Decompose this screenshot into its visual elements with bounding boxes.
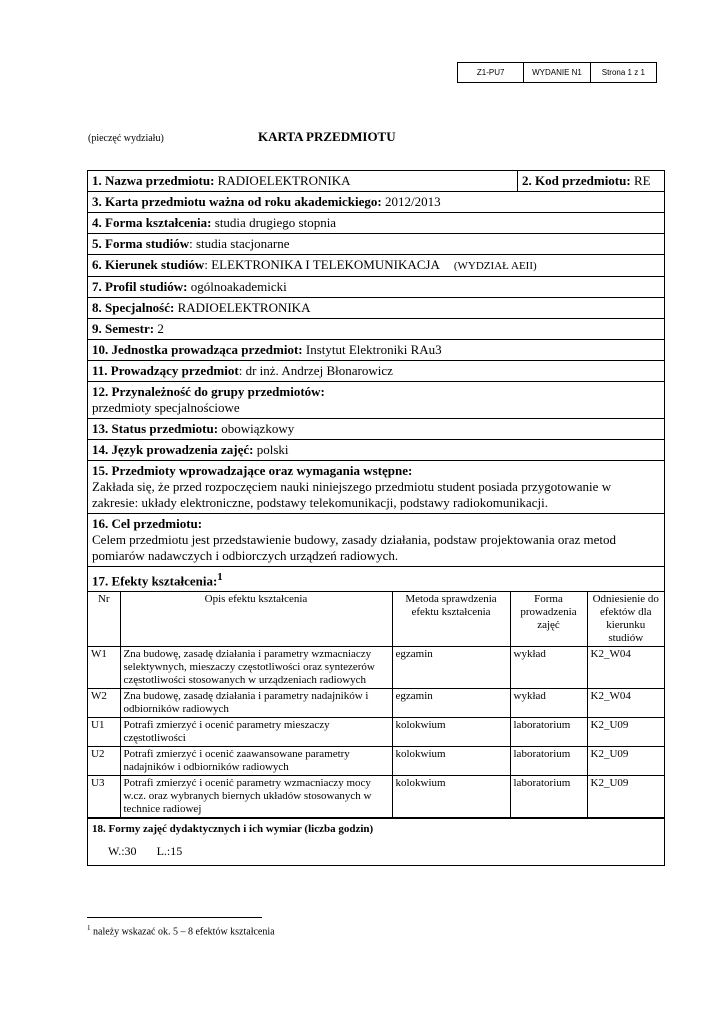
lecture-hours: W.:30 <box>108 844 137 859</box>
col-header: Nr <box>88 592 120 647</box>
document-header-box <box>457 62 657 83</box>
field-value: studia drugiego stopnia <box>211 215 337 230</box>
row-effects-heading <box>88 567 664 592</box>
field-value: Zakłada się, że przed rozpoczęciem nauki niniejszego przedmiotu student posiada przygotowanie w zakresie: układy elektroniczne, podstawy telekomunikacji, podstawy radiokomunikacji. <box>92 479 612 510</box>
row-unit <box>88 340 664 361</box>
field-label: 5. Forma studiów <box>92 236 190 251</box>
table-row <box>88 689 664 718</box>
effect-description: Potrafi zmierzyć i ocenić zaawansowane parametry nadajników i odbiorników radiowych <box>120 747 392 776</box>
row-prerequisites <box>88 461 664 514</box>
field-label: 16. Cel przedmiotu: <box>92 516 203 531</box>
field-label: 13. Status przedmiotu: <box>92 421 219 436</box>
effect-reference: K2_U09 <box>587 718 664 747</box>
effect-reference: K2_W04 <box>587 647 664 689</box>
effect-method: kolokwium <box>392 776 510 818</box>
table-row <box>88 718 664 747</box>
effect-id: U2 <box>88 747 120 776</box>
effect-method: egzamin <box>392 647 510 689</box>
field-value: ogólnoakademicki <box>187 279 287 294</box>
effect-description: Zna budowę, zasadę działania i parametry nadajników i odbiorników radiowych <box>120 689 392 718</box>
row-objective <box>88 514 664 567</box>
faculty-stamp-label: (pieczęć wydziału) <box>88 133 164 144</box>
effect-method: kolokwium <box>392 747 510 776</box>
field-label: 2. Kod przedmiotu: <box>522 173 631 188</box>
footnote-mark: 1 <box>87 924 91 932</box>
row-semester <box>88 319 664 340</box>
effects-table <box>88 592 664 818</box>
doc-page: Strona 1 z 1 <box>601 68 645 77</box>
field-label: 3. Karta przedmiotu ważna od roku akademickiego: <box>92 194 382 209</box>
row-valid-year <box>88 192 664 213</box>
row-education-form <box>88 213 664 234</box>
field-value: 2012/2013 <box>381 194 441 209</box>
field-label: 11. Prowadzący przedmiot <box>92 363 239 378</box>
table-row <box>88 776 664 818</box>
field-label: 18. Formy zajęć dydaktycznych i ich wymiar (liczba godzin) <box>92 823 374 836</box>
row-field-of-study <box>88 255 664 277</box>
doc-edition: WYDANIE N1 <box>524 63 590 82</box>
field-value: Instytut Elektroniki RAu3 <box>302 342 442 357</box>
row-name-code <box>88 171 664 192</box>
field-label: 6. Kierunek studiów <box>92 257 205 272</box>
field-value: RE <box>630 173 651 188</box>
field-label: 12. Przynależność do grupy przedmiotów: <box>92 384 325 399</box>
effect-form: wykład <box>510 689 587 718</box>
effect-reference: K2_W04 <box>587 689 664 718</box>
table-row <box>88 747 664 776</box>
row-profile <box>88 277 664 298</box>
effects-table-wrap <box>88 592 664 819</box>
field-value: obowiązkowy <box>218 421 295 436</box>
effect-form: wykład <box>510 647 587 689</box>
effect-reference: K2_U09 <box>587 747 664 776</box>
field-label: 15. Przedmioty wprowadzające oraz wymagania wstępne: <box>92 463 413 478</box>
footnote-separator <box>87 917 262 918</box>
effect-method: kolokwium <box>392 718 510 747</box>
col-header: Odniesienie do efektów dla kierunku studiów <box>587 592 664 647</box>
footnote-text: należy wskazać ok. 5 – 8 efektów kształcenia <box>90 926 275 938</box>
field-label: 1. Nazwa przedmiotu: <box>92 173 215 188</box>
field-value: przedmioty specjalnościowe <box>92 400 240 415</box>
effect-reference: K2_U09 <box>587 776 664 818</box>
row-study-form <box>88 234 664 255</box>
effect-id: W1 <box>88 647 120 689</box>
field-value: polski <box>253 442 289 457</box>
field-label: 8. Specjalność: <box>92 300 175 315</box>
effect-method: egzamin <box>392 689 510 718</box>
course-card-form <box>87 170 665 866</box>
effect-form: laboratorium <box>510 718 587 747</box>
field-label: 10. Jednostka prowadząca przedmiot: <box>92 342 303 357</box>
effects-header-row <box>88 592 664 647</box>
field-label: 9. Semestr: <box>92 321 155 336</box>
field-value: Celem przedmiotu jest przedstawienie budowy, zasady działania, podstaw projektowania oraz metod pomiarów nadawczych i odbiorczych urządzeń radiowych. <box>92 532 617 563</box>
row-language <box>88 440 664 461</box>
table-row <box>88 647 664 689</box>
row-class-forms <box>88 819 664 865</box>
col-header: Opis efektu kształcenia <box>120 592 392 647</box>
effect-id: U3 <box>88 776 120 818</box>
page-title: KARTA PRZEDMIOTU <box>258 129 396 144</box>
field-value: : dr inż. Andrzej Błonarowicz <box>238 363 393 378</box>
effect-form: laboratorium <box>510 776 587 818</box>
lab-hours: L.:15 <box>156 844 183 859</box>
field-value: : ELEKTRONIKA I TELEKOMUNIKACJA <box>204 257 440 272</box>
doc-code: Z1-PU7 <box>458 63 524 82</box>
field-value: RADIOELEKTRONIKA <box>174 300 311 315</box>
effect-description: Potrafi zmierzyć i ocenić parametry mieszaczy częstotliwości <box>120 718 392 747</box>
faculty-note: (WYDZIAŁ AEII) <box>453 260 537 272</box>
field-label: 7. Profil studiów: <box>92 279 188 294</box>
col-header: Forma prowadzenia zajęć <box>510 592 587 647</box>
row-specialty <box>88 298 664 319</box>
row-subject-group <box>88 382 664 419</box>
field-label: 17. Efekty kształcenia: <box>92 573 218 589</box>
footnote <box>87 924 275 937</box>
effect-description: Potrafi zmierzyć i ocenić parametry wzmacniaczy mocy w.cz. oraz wybranych biernych układów stosowanych w technice radiowej <box>120 776 392 818</box>
field-label: 4. Forma kształcenia: <box>92 215 212 230</box>
col-header: Metoda sprawdzenia efektu kształcenia <box>392 592 510 647</box>
effect-id: U1 <box>88 718 120 747</box>
effect-description: Zna budowę, zasadę działania i parametry wzmacniaczy selektywnych, mieszaczy częstotliwości oraz syntezerów częstotliwości stosowanych w urządzeniach radiowych <box>120 647 392 689</box>
field-label: 14. Język prowadzenia zajęć: <box>92 442 254 457</box>
effect-form: laboratorium <box>510 747 587 776</box>
hours-values <box>88 839 664 865</box>
field-value: 2 <box>154 321 164 336</box>
effect-id: W2 <box>88 689 120 718</box>
row-lecturer <box>88 361 664 382</box>
field-value: : studia stacjonarne <box>189 236 290 251</box>
row-status <box>88 419 664 440</box>
field-value: RADIOELEKTRONIKA <box>214 173 351 188</box>
footnote-ref: 1 <box>217 571 223 583</box>
